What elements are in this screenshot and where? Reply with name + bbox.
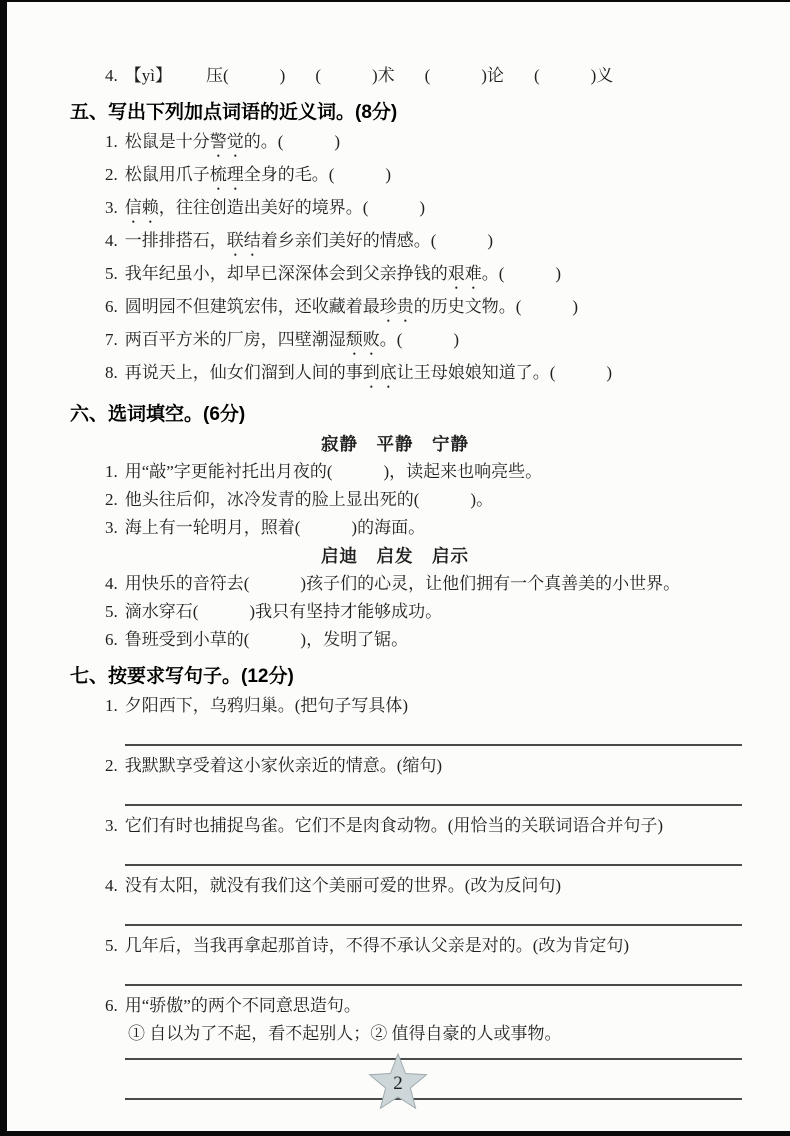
- answer-line: [125, 900, 742, 926]
- answer-line: [125, 1066, 742, 1100]
- dotted-word: 梳理: [209, 165, 244, 184]
- synonym-item: 5. 我年纪虽小，却早已深深体会到父亲挣钱的艰难。( ): [105, 264, 562, 283]
- synonym-item: 1. 松鼠是十分警觉的。( ): [105, 132, 341, 151]
- word-choice-item: 5. 滴水穿石( )我只有坚持才能够成功。: [105, 602, 443, 621]
- item-number: 4.: [105, 66, 118, 85]
- synonym-item: 6. 圆明园不但建筑宏伟，还收藏着最珍贵的历史文物。( ): [105, 297, 579, 316]
- word-choice-item: 4. 用快乐的音符去( )孩子们的心灵，让他们拥有一个真善美的小世界。: [105, 574, 681, 593]
- scan-edge-bottom: [0, 1131, 790, 1136]
- word-choice-item: 6. 鲁班受到小草的( )，发明了锯。: [105, 630, 409, 649]
- pinyin-fill-item: [105, 62, 790, 90]
- synonym-item: 2. 松鼠用爪子梳理全身的毛。( ): [105, 165, 392, 184]
- word-choice-item: 2. 他头往后仰，冰冷发青的脸上显出死的( )。: [105, 490, 494, 509]
- dotted-word: 联结: [226, 231, 261, 250]
- rewrite-question: 3. 它们有时也捕捉鸟雀。它们不是肉食动物。(用恰当的关联词语合并句子): [105, 816, 664, 835]
- word-bank-2: 启迪 启发 启示: [321, 546, 469, 566]
- rewrite-question: 2. 我默默享受着这小家伙亲近的情意。(缩句): [105, 756, 443, 775]
- dotted-word: 信赖: [124, 198, 159, 217]
- page-number: 2: [393, 1073, 403, 1094]
- synonym-item: 7. 两百平方米的厂房，四壁潮湿颓败。( ): [105, 330, 460, 349]
- page-number-star: [366, 1051, 430, 1113]
- dotted-word: 警觉: [209, 132, 244, 151]
- answer-line: [125, 840, 742, 866]
- synonym-item: 8. 再说天上，仙女们溜到人间的事到底让王母娘娘知道了。( ): [105, 363, 613, 382]
- dotted-word: 颓败: [345, 330, 380, 349]
- rewrite-question: 6. 用“骄傲”的两个不同意思造句。: [105, 996, 361, 1015]
- word-choice-item: 3. 海上有一轮明月，照着( )的海面。: [105, 518, 426, 537]
- section-title-rewrite-sentences: 七、按要求写句子。(12分): [70, 666, 294, 687]
- dotted-word: 到底: [362, 363, 397, 382]
- rewrite-question: 1. 夕阳西下，乌鸦归巢。(把句子写具体): [105, 696, 409, 715]
- worksheet-content: [0, 62, 790, 1106]
- section-title-synonyms: 五、写出下列加点词语的近义词。(8分): [70, 102, 398, 123]
- rewrite-question: 5. 几年后，当我再拿起那首诗，不得不承认父亲是对的。(改为肯定句): [105, 936, 630, 955]
- answer-line: [125, 1047, 742, 1060]
- answer-line: [125, 720, 742, 746]
- fill-blank-group: ( )论: [424, 66, 504, 85]
- question-6-definitions: ① 自以为了不起，看不起别人；② 值得自豪的人或事物。: [128, 1024, 562, 1043]
- fill-blank-group: 压( ): [205, 66, 286, 85]
- fill-blank-group: ( )义: [533, 66, 614, 85]
- fill-blank-group: ( )术: [315, 66, 395, 85]
- pinyin-label: 【yì】: [124, 66, 172, 85]
- word-choice-item: 1. 用“敲”字更能衬托出月夜的( )，读起来也响亮些。: [105, 462, 543, 481]
- synonym-item: 3. 信赖，往往创造出美好的境界。( ): [105, 198, 426, 217]
- synonym-item: 4. 一排排搭石，联结着乡亲们美好的情感。( ): [105, 231, 494, 250]
- answer-line: [125, 960, 742, 986]
- dotted-word: 珍贵: [379, 297, 414, 316]
- rewrite-question: 4. 没有太阳，就没有我们这个美丽可爱的世界。(改为反问句): [105, 876, 562, 895]
- answer-line: [125, 780, 742, 806]
- word-bank-1: 寂静 平静 宁静: [321, 434, 469, 454]
- scan-edge-top: [0, 0, 790, 2]
- section-title-word-choice: 六、选词填空。(6分): [70, 404, 246, 425]
- dotted-word: 艰难: [447, 264, 482, 283]
